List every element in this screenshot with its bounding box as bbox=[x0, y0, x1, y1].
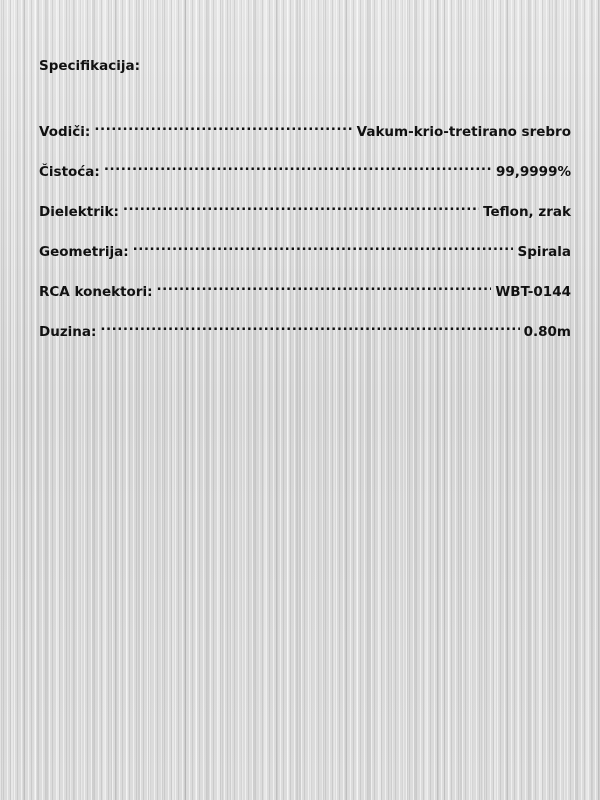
spec-row-conductors bbox=[39, 116, 571, 140]
spec-value: Vakum-krio-tretirano srebro bbox=[356, 124, 571, 140]
spec-label: Geometrija: bbox=[39, 244, 129, 260]
spec-label: Duzina: bbox=[39, 324, 97, 340]
leader-dots bbox=[94, 116, 352, 136]
spec-row-length bbox=[39, 316, 571, 340]
spec-row-geometry bbox=[39, 236, 571, 260]
spec-heading: Specifikacija: bbox=[39, 58, 141, 74]
spec-row-purity bbox=[39, 156, 571, 180]
spec-sheet bbox=[39, 56, 571, 356]
spec-value: 99,9999% bbox=[495, 164, 571, 180]
spec-row-rca-connectors bbox=[39, 276, 571, 300]
spec-label: RCA konektori: bbox=[39, 284, 153, 300]
leader-dots bbox=[157, 276, 492, 296]
leader-dots bbox=[123, 196, 479, 216]
spec-value: Spirala bbox=[517, 244, 571, 260]
leader-dots bbox=[104, 156, 492, 176]
spec-value: Teflon, zrak bbox=[483, 204, 571, 220]
leader-dots bbox=[100, 316, 519, 336]
spec-value: 0.80m bbox=[523, 324, 571, 340]
spec-label: Vodiči: bbox=[39, 124, 91, 140]
spec-label: Dielektrik: bbox=[39, 204, 119, 220]
spec-value: WBT-0144 bbox=[495, 284, 571, 300]
spec-row-dielectric bbox=[39, 196, 571, 220]
leader-dots bbox=[133, 236, 514, 256]
spec-label: Čistoća: bbox=[39, 164, 100, 180]
